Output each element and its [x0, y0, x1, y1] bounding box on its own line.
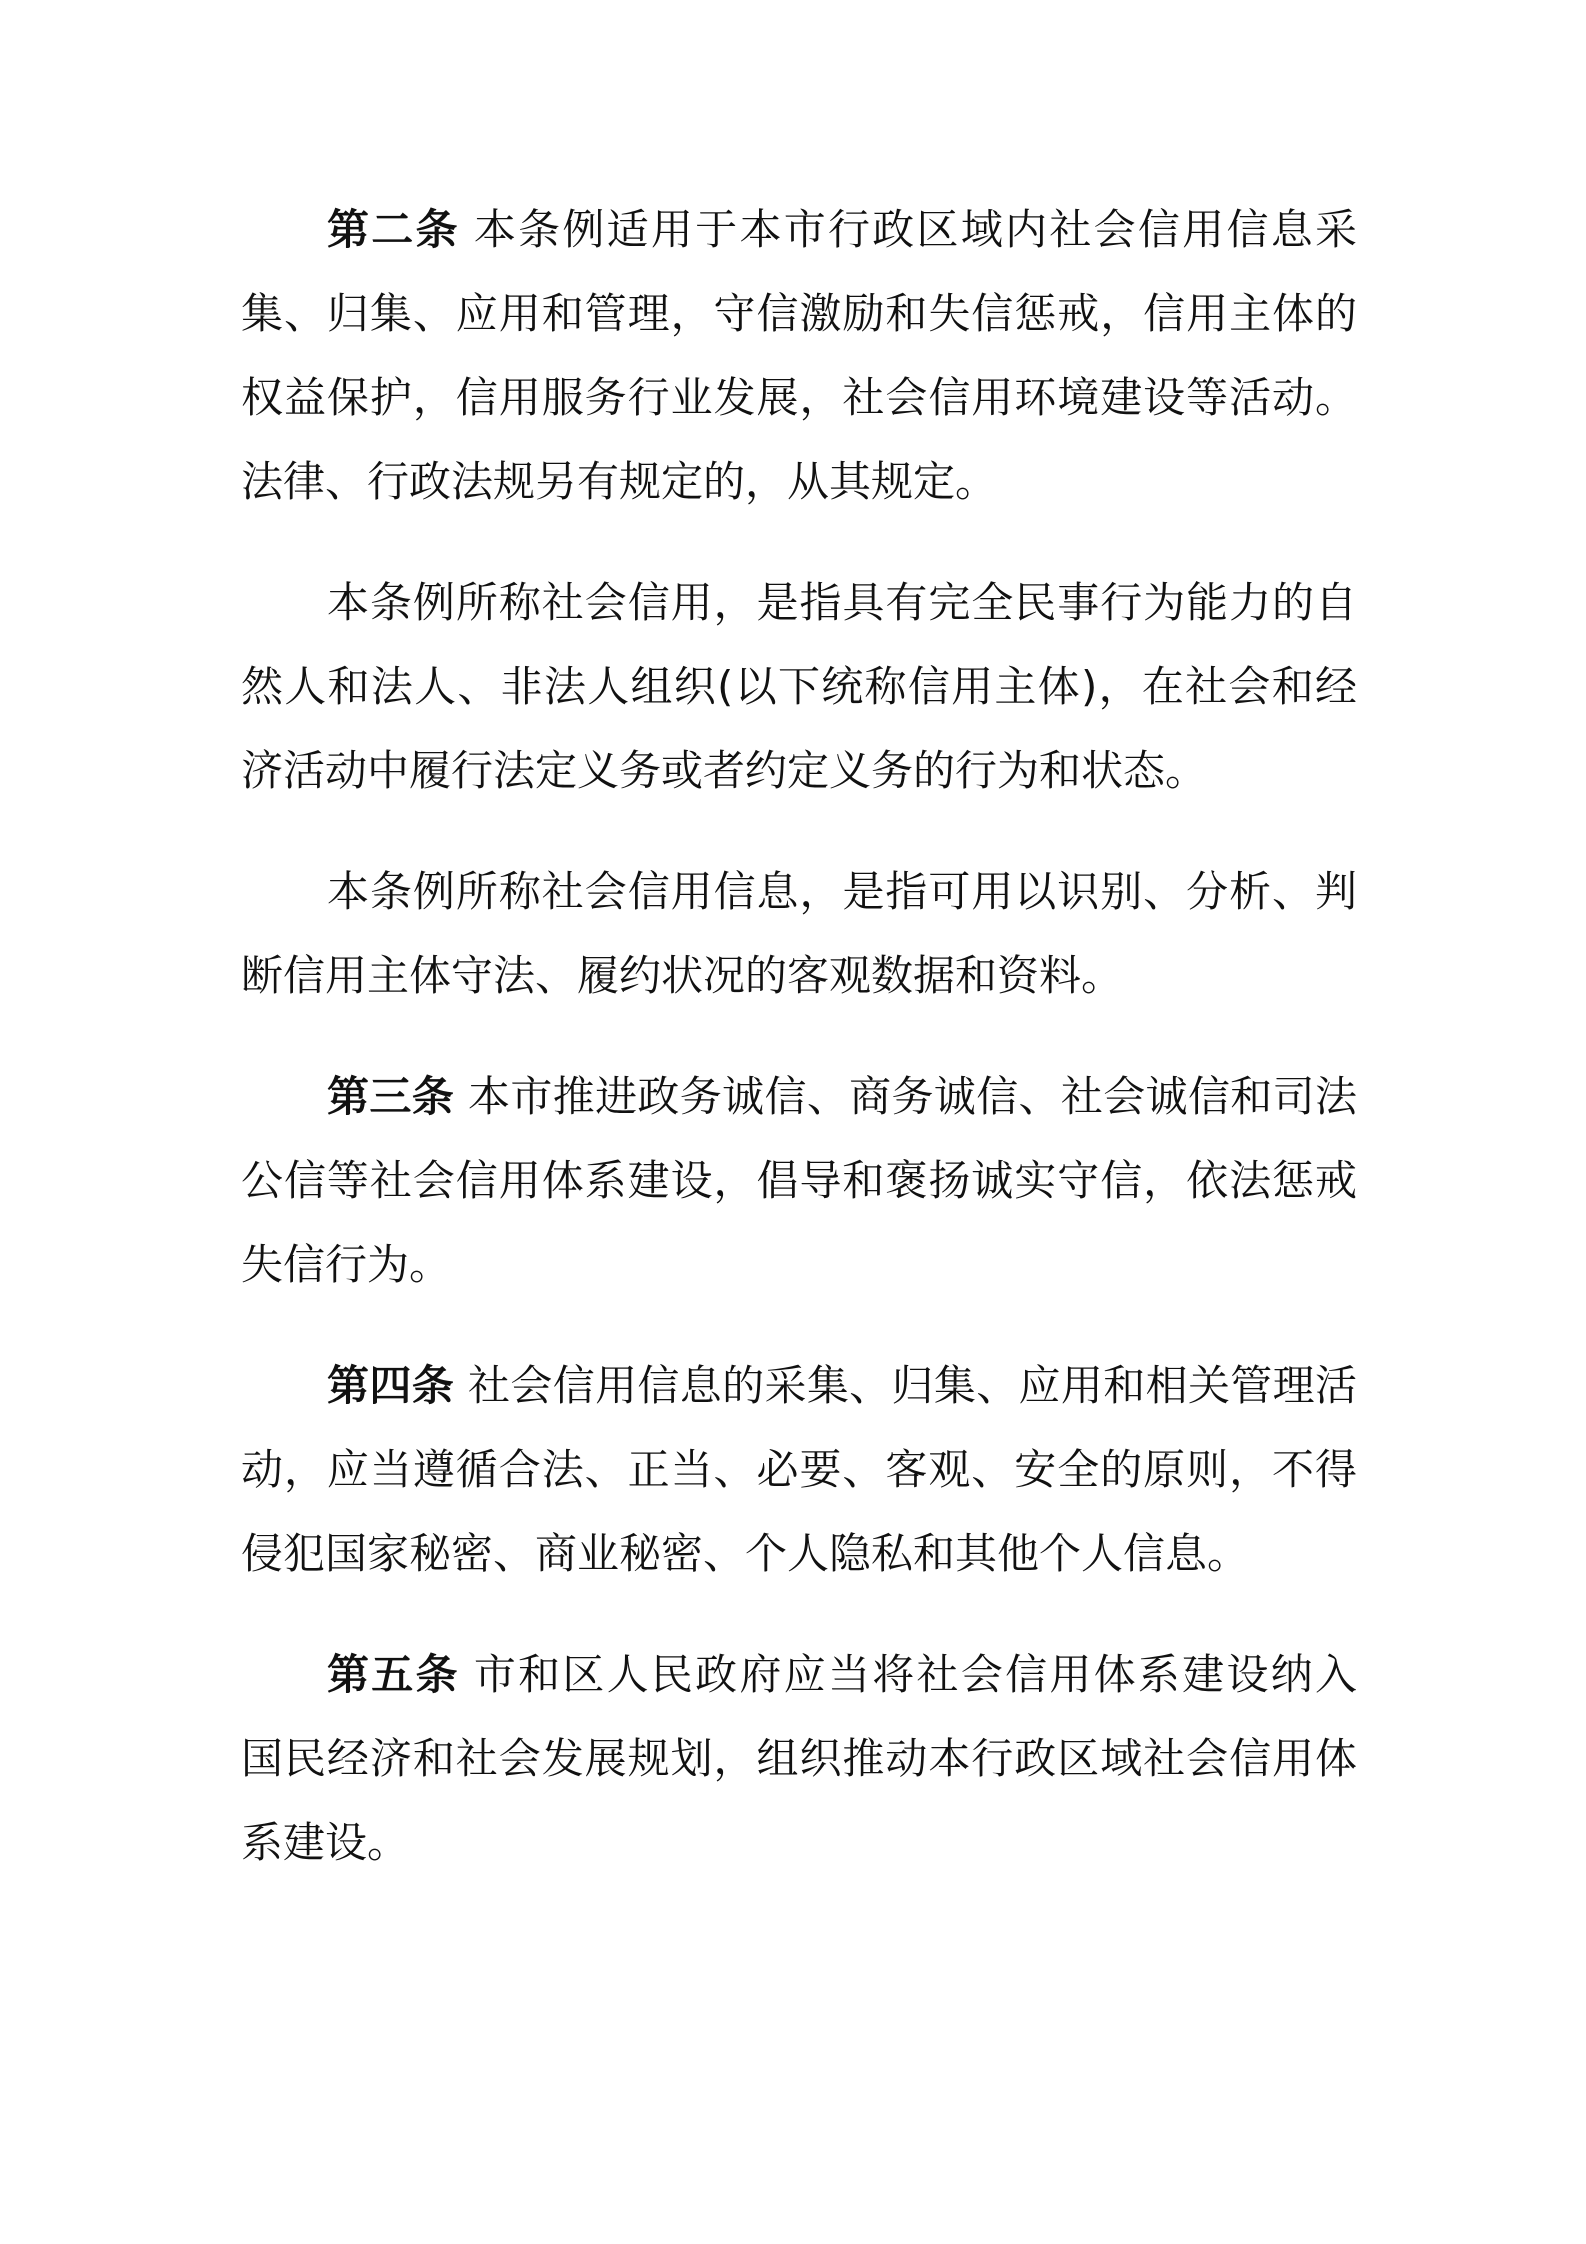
- line-text: 本条例所称社会信用，是指具有完全民事行为能力的自: [327, 578, 1357, 627]
- text-line: [241, 1139, 1357, 1223]
- text-line: [241, 934, 1357, 1018]
- line-text: 系建设。: [241, 1818, 410, 1867]
- text-line: [241, 1428, 1357, 1512]
- line-text: 市和区人民政府应当将社会信用体系建设纳入: [473, 1650, 1357, 1699]
- text-line: [241, 1344, 1357, 1428]
- paragraph: [241, 1344, 1357, 1596]
- text-line: [241, 729, 1357, 813]
- paragraph: [241, 561, 1357, 813]
- text-line: [241, 1512, 1357, 1596]
- line-text: 权益保护，信用服务行业发展，社会信用环境建设等活动。: [241, 373, 1357, 422]
- line-text: 国民经济和社会发展规划，组织推动本行政区域社会信用体: [241, 1734, 1357, 1783]
- text-line: [241, 188, 1357, 272]
- paragraph: [241, 188, 1357, 524]
- line-text: 本条例适用于本市行政区域内社会信用信息采: [473, 205, 1357, 254]
- text-line: [241, 1717, 1357, 1801]
- line-text: 法律、行政法规另有规定的，从其规定。: [241, 457, 998, 506]
- article-heading: 第四条: [327, 1361, 455, 1410]
- paragraph: [241, 850, 1357, 1018]
- line-text: 公信等社会信用体系建设，倡导和褒扬诚实守信，依法惩戒: [241, 1156, 1357, 1205]
- line-text: 济活动中履行法定义务或者约定义务的行为和状态。: [241, 746, 1208, 795]
- text-line: [241, 356, 1357, 440]
- article-heading: 第三条: [327, 1072, 455, 1121]
- text-line: [241, 440, 1357, 524]
- text-line: [241, 1801, 1357, 1885]
- line-text: 断信用主体守法、履约状况的客观数据和资料。: [241, 951, 1124, 1000]
- text-line: [241, 1633, 1357, 1717]
- text-line: [241, 1223, 1357, 1307]
- line-text: 集、归集、应用和管理，守信激励和失信惩戒，信用主体的: [241, 289, 1357, 338]
- line-text: 社会信用信息的采集、归集、应用和相关管理活: [468, 1361, 1357, 1410]
- line-text: 本条例所称社会信用信息，是指可用以识别、分析、判: [327, 867, 1357, 916]
- line-text: 侵犯国家秘密、商业秘密、个人隐私和其他个人信息。: [241, 1529, 1250, 1578]
- article-heading: 第五条: [327, 1650, 460, 1699]
- paragraph: [241, 1633, 1357, 1885]
- text-line: [241, 645, 1357, 729]
- line-text: 本市推进政务诚信、商务诚信、社会诚信和司法: [468, 1072, 1357, 1121]
- text-line: [241, 850, 1357, 934]
- line-text: 动，应当遵循合法、正当、必要、客观、安全的原则，不得: [241, 1445, 1357, 1494]
- document-body: [241, 188, 1357, 1922]
- text-line: [241, 272, 1357, 356]
- text-line: [241, 561, 1357, 645]
- paragraph: [241, 1055, 1357, 1307]
- line-text: 失信行为。: [241, 1240, 452, 1289]
- line-text: 然人和法人、非法人组织(以下统称信用主体)，在社会和经: [241, 662, 1357, 711]
- article-heading: 第二条: [327, 205, 460, 254]
- text-line: [241, 1055, 1357, 1139]
